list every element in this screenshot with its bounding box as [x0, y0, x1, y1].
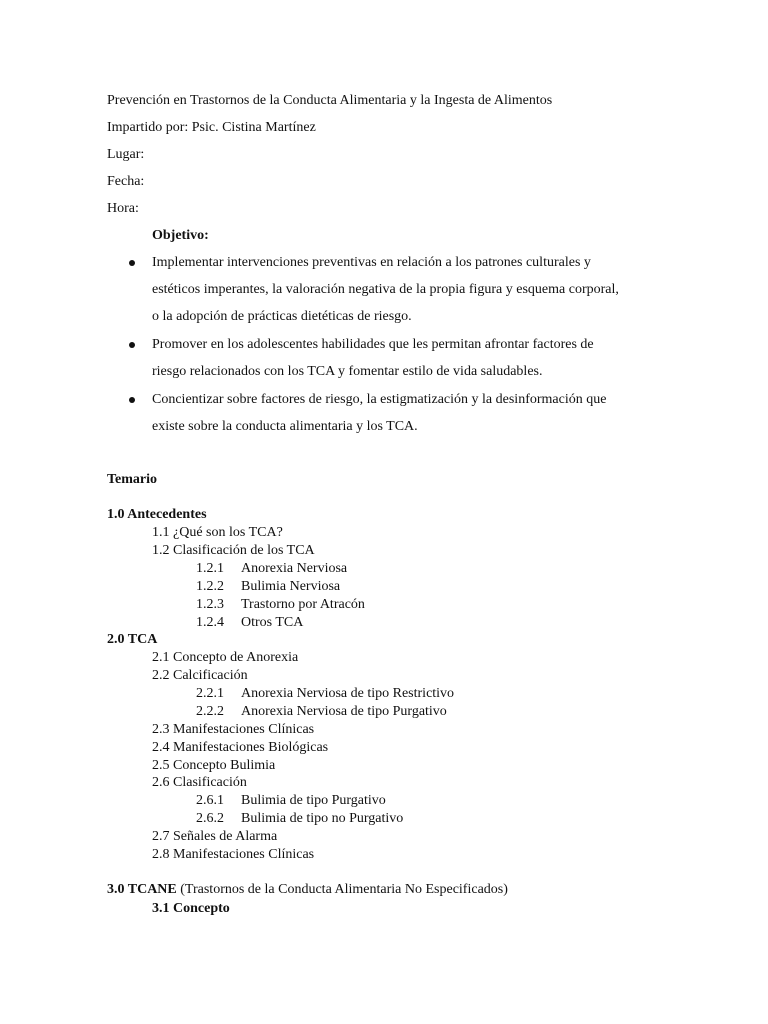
subitem-label: Bulimia de tipo no Purgativo [241, 811, 404, 826]
subitem-label: Anorexia Nerviosa [241, 561, 348, 576]
syllabus-subitem [196, 596, 365, 614]
document-title: Prevención en Trastornos de la Conducta Alimentaria y la Ingesta de Alimentos [107, 93, 553, 108]
syllabus-subitem [196, 614, 303, 632]
subitem-label: Anorexia Nerviosa de tipo Purgativo [241, 704, 447, 719]
subitem-number: 1.2.4 [196, 615, 224, 630]
bullet-icon [129, 342, 135, 348]
section-3-title [107, 881, 508, 899]
subitem-label: Anorexia Nerviosa de tipo Restrictivo [241, 686, 455, 701]
syllabus-item: 2.7 Señales de Alarma [152, 829, 278, 844]
syllabus-subitem [196, 792, 386, 810]
subitem-number: 2.6.1 [196, 793, 224, 808]
subitem-number: 2.2.2 [196, 704, 224, 719]
syllabus-item: 2.2 Calcificación [152, 668, 248, 683]
subitem-number: 1.2.2 [196, 579, 224, 594]
objective-bullet-1-line-3: o la adopción de prácticas dietéticas de riesgo. [152, 309, 412, 324]
place-label: Lugar: [107, 147, 145, 162]
syllabus-subitem [196, 560, 347, 578]
bullet-icon [129, 397, 135, 403]
bullet-icon [129, 260, 135, 266]
syllabus-item: 2.8 Manifestaciones Clínicas [152, 847, 315, 862]
syllabus-subitem [196, 685, 454, 703]
syllabus-item: 1.1 ¿Qué son los TCA? [152, 525, 283, 540]
subitem-number: 2.2.1 [196, 686, 224, 701]
syllabus-item: 2.5 Concepto Bulimia [152, 758, 276, 773]
syllabus-item: 2.6 Clasificación [152, 775, 247, 790]
section-3-title-bold: 3.0 TCANE [107, 882, 177, 897]
syllabus-item: 2.4 Manifestaciones Biológicas [152, 740, 329, 755]
section-1-title: 1.0 Antecedentes [107, 507, 207, 522]
date-label: Fecha: [107, 174, 145, 189]
section-2-title: 2.0 TCA [107, 632, 158, 647]
objective-bullet-3-line-2: existe sobre la conducta alimentaria y los TCA. [152, 419, 418, 434]
syllabus-item: 3.1 Concepto [152, 901, 230, 916]
subitem-label: Otros TCA [241, 615, 304, 630]
syllabus-item: 2.3 Manifestaciones Clínicas [152, 722, 315, 737]
subitem-number: 1.2.3 [196, 597, 224, 612]
objective-bullet-3-line-1: Concientizar sobre factores de riesgo, la estigmatización y la desinformación que [152, 392, 607, 407]
subitem-number: 1.2.1 [196, 561, 224, 576]
syllabus-heading: Temario [107, 472, 158, 487]
subitem-number: 2.6.2 [196, 811, 224, 826]
subitem-label: Bulimia de tipo Purgativo [241, 793, 386, 808]
subitem-label: Bulimia Nerviosa [241, 579, 341, 594]
objective-bullet-2-line-2: riesgo relacionados con los TCA y fomentar estilo de vida saludables. [152, 364, 543, 379]
time-label: Hora: [107, 201, 139, 216]
syllabus-subitem [196, 703, 447, 721]
syllabus-subitem [196, 810, 403, 828]
objective-bullet-2-line-1: Promover en los adolescentes habilidades que les permitan afrontar factores de [152, 337, 594, 352]
section-3-title-rest: (Trastornos de la Conducta Alimentaria No Especificados) [176, 882, 508, 897]
objective-heading: Objetivo: [152, 228, 209, 243]
objective-bullet-1-line-1: Implementar intervenciones preventivas en relación a los patrones culturales y [152, 255, 591, 270]
objective-bullet-1-line-2: estéticos imperantes, la valoración negativa de la propia figura y esquema corporal, [152, 282, 619, 297]
subitem-label: Trastorno por Atracón [241, 597, 365, 612]
syllabus-item: 2.1 Concepto de Anorexia [152, 650, 299, 665]
instructor-line: Impartido por: Psic. Cistina Martínez [107, 120, 316, 135]
syllabus-subitem [196, 578, 340, 596]
syllabus-item: 1.2 Clasificación de los TCA [152, 543, 315, 558]
